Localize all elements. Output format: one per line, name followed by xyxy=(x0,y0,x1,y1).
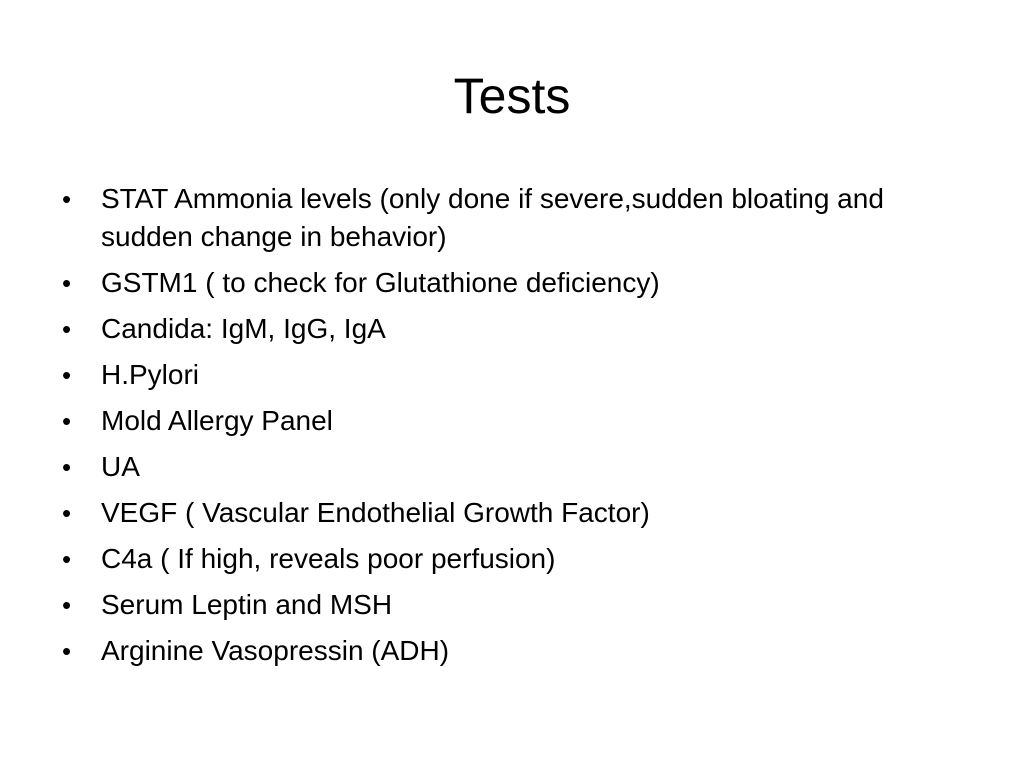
list-item xyxy=(62,540,942,578)
list-item-text: H.Pylori xyxy=(101,359,200,390)
list-item-text: UA xyxy=(101,451,140,482)
bullet-icon: • xyxy=(62,184,72,214)
list-item-text: Mold Allergy Panel xyxy=(101,405,333,436)
slide-title: Tests xyxy=(453,68,571,124)
list-item xyxy=(62,356,942,394)
list-item xyxy=(62,264,942,302)
list-item-text: Serum Leptin and MSH xyxy=(101,589,393,620)
list-item xyxy=(62,448,942,486)
list-item-text: Candida: IgM, IgG, IgA xyxy=(101,313,386,344)
bullet-icon: • xyxy=(62,544,72,574)
list-item xyxy=(62,180,942,256)
bullet-icon: • xyxy=(62,452,72,482)
list-item xyxy=(62,586,942,624)
list-item-text: VEGF ( Vascular Endothelial Growth Factor) xyxy=(101,497,650,528)
bullet-icon: • xyxy=(62,406,72,436)
bullet-icon: • xyxy=(62,636,72,666)
list-item xyxy=(62,402,942,440)
list-item xyxy=(62,494,942,532)
bullet-icon: • xyxy=(62,498,72,528)
bullet-icon: • xyxy=(62,590,72,620)
list-item-text: GSTM1 ( to check for Glutathione deficiency) xyxy=(101,267,660,298)
bullet-icon: • xyxy=(62,314,72,344)
bullet-icon: • xyxy=(62,268,72,298)
list-item-text: C4a ( If high, reveals poor perfusion) xyxy=(101,543,556,574)
bullet-list xyxy=(62,180,942,678)
list-item xyxy=(62,310,942,348)
list-item-text: Arginine Vasopressin (ADH) xyxy=(101,635,450,666)
list-item xyxy=(62,632,942,670)
bullet-icon: • xyxy=(62,360,72,390)
list-item-text: STAT Ammonia levels (only done if severe,sudden bloating and sudden change in behavior) xyxy=(101,183,884,252)
